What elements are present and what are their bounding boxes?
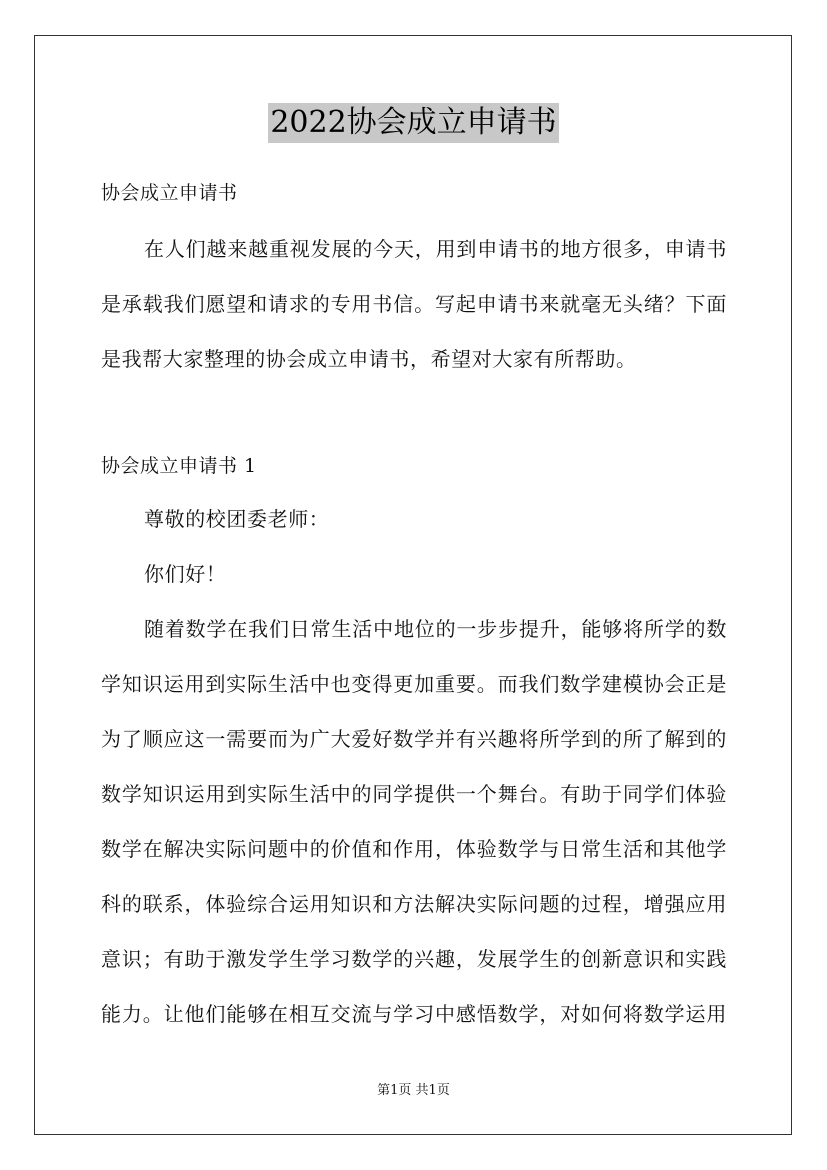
body-line-6: 科的联系，体验综合运用知识和方法解决实际问题的过程，增强应用 bbox=[101, 892, 727, 916]
body-line-7: 意识；有助于激发学生学习数学的兴趣，发展学生的创新意识和实践 bbox=[101, 947, 727, 971]
body-line-2: 学知识运用到实际生活中也变得更加重要。而我们数学建模协会正是 bbox=[101, 672, 727, 696]
document-title: 2022协会成立申请书 bbox=[268, 103, 558, 143]
intro-line-1: 在人们越来越重视发展的今天，用到申请书的地方很多，申请书 bbox=[144, 237, 727, 261]
letter-heading: 协会成立申请书 1 bbox=[101, 455, 257, 477]
intro-line-3: 是我帮大家整理的协会成立申请书，希望对大家有所帮助。 bbox=[101, 347, 637, 371]
body-line-3: 为了顺应这一需要而为广大爱好数学并有兴趣将所学到的所了解到的 bbox=[101, 727, 727, 751]
page-number-footer: 第1页 共1页 bbox=[377, 1083, 450, 1098]
body-line-8: 能力。让他们能够在相互交流与学习中感悟数学，对如何将数学运用 bbox=[101, 1002, 727, 1026]
body-line-1: 随着数学在我们日常生活中地位的一步步提升，能够将所学的数 bbox=[144, 617, 727, 641]
greeting: 你们好！ bbox=[144, 562, 227, 586]
intro-line-2: 是承载我们愿望和请求的专用书信。写起申请书来就毫无头绪？下面 bbox=[101, 292, 727, 316]
title-container bbox=[0, 103, 827, 143]
salutation: 尊敬的校团委老师： bbox=[144, 507, 330, 531]
body-line-4: 数学知识运用到实际生活中的同学提供一个舞台。有助于同学们体验 bbox=[101, 782, 727, 806]
section-heading: 协会成立申请书 bbox=[101, 182, 238, 204]
body-line-5: 数学在解决实际问题中的价值和作用，体验数学与日常生活和其他学 bbox=[101, 837, 727, 861]
